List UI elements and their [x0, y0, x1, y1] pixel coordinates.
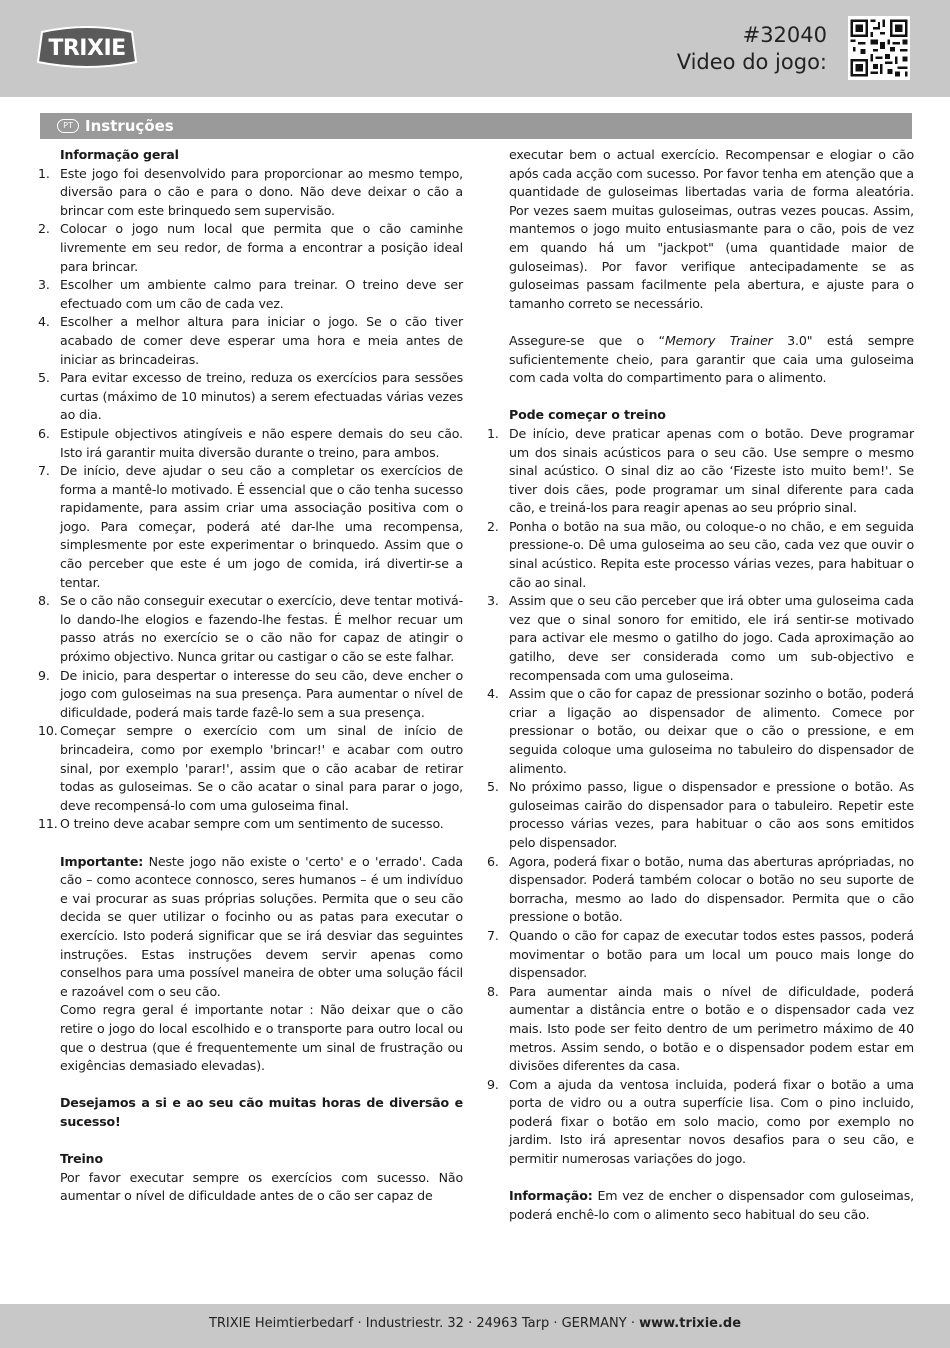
list-item [487, 685, 914, 778]
list-item [38, 165, 463, 221]
list-item-number: 1. [487, 425, 499, 441]
list-item-number: 6. [38, 425, 50, 441]
assure-text-end: 3.0" está sempre suficientemente cheio, para garantir que caia uma guloseima com cada volta do compartimento para o alimento. [509, 332, 915, 386]
list-item-number: 11. [38, 816, 58, 832]
list-item [38, 722, 463, 815]
product-name: Memory Trainer [664, 332, 773, 348]
list-item-text: Se o cão não conseguir executar o exercício, deve tentar motivá-lo dando-lhe elogios e fazendo-lhe festas. É melhor recuar um passo atrás no exercício se o cão não for capaz de atingir o próximo objectivo. Nunca gritar ou castigar o cão se este falhar. [60, 593, 463, 665]
brand-name: TRIXIE [48, 36, 126, 61]
left-column [38, 146, 463, 1206]
list-item-text: Começar sempre o exercício com um sinal de início de brincadeira, como por exemplo 'brincar!' e acabar com outro sinal, por exemplo 'parar!', assim que o cão acabar de retirar todas as guloseimas. Se o cão acatar o sinal para parar o jogo, deve recompensá-lo com uma guloseima final. [60, 723, 463, 813]
list-item [487, 853, 914, 927]
list-item [38, 667, 463, 723]
list-item-text: No próximo passo, ligue o dispensador e pressione o botão. As guloseimas cairão do dispensador para o tabuleiro. Repetir este processo várias vezes, para habituar o cão aos sons emitidos pelo dispensador. [509, 779, 914, 850]
list-item [487, 592, 914, 685]
list-item [38, 369, 463, 425]
rule-paragraph: Como regra geral é importante notar : Não deixar que o cão retire o jogo do local escolhido e o transporte para outro local ou que o destrua (que é frequentemente um sinal de frustração ou exigências demasiado elevadas). [60, 1002, 463, 1074]
list-item-number: 10. [38, 723, 58, 739]
important-label: Importante: [60, 853, 144, 869]
page-footer [0, 1304, 950, 1348]
list-item-text: De início, deve praticar apenas com o botão. Deve programar um dos sinais acústicos para o seu cão. Use sempre o mesmo sinal acústico. O sinal diz ao cão ‘Fizeste isto muito bem!'. Se tiver dois cães, pode programar um sinal diferente para cada cão, e treiná-los para reagir apenas ao seu próprio sinal. [509, 425, 914, 516]
product-info [677, 22, 827, 76]
list-item-text: Assim que o seu cão perceber que irá obter uma guloseima cada vez que o sinal sonoro for emitido, ele irá sentir-se motivado para activar ele mesmo o gatilho do jogo. Cada aproximação ao gatilho, deve ser considerada como um sub-objectivo e recompensada com uma guloseima. [509, 593, 914, 683]
info-paragraph [487, 1187, 914, 1224]
list-item-text: Quando o cão for capaz de executar todos estes passos, poderá movimentar o botão para um local um pouco mais longe do dispensador. [509, 927, 914, 981]
list-item-text: Ponha o botão na sua mão, ou coloque-o no chão, e em seguida pressione-o. Dê uma guloseima ao seu cão, cada vez que ouvir o sinal acústico. Repita este processo várias vezes, para habituar o cão ao sinal. [509, 518, 914, 590]
list-item-text: Colocar o jogo num local que permita que o cão caminhe livremente em seu redor, de forma a encontrar a posição ideal para brincar. [60, 221, 463, 274]
footer-company: TRIXIE Heimtierbedarf [208, 1316, 354, 1331]
footer-address-text: · Industriestr. 32 · 24963 Tarp · GERMANY · [353, 1316, 640, 1331]
list-item-number: 9. [487, 1076, 499, 1092]
list-item-number: 8. [487, 983, 499, 999]
list-item-text: De inicio, para despertar o interesse do seu cão, deve encher o jogo com guloseimas na sua presença. Para aumentar o nível de dificuldade, poderá mais tarde fazê-lo sem a sua presença. [60, 667, 463, 720]
training-heading: Treino [60, 1151, 103, 1167]
list-item-number: 1. [38, 165, 50, 181]
qr-code-icon[interactable] [848, 16, 910, 80]
list-item-number: 8. [38, 593, 50, 609]
list-item-number: 7. [38, 463, 50, 479]
section-header [40, 113, 912, 139]
footer-address [0, 1316, 950, 1331]
list-item-text: Para evitar excesso de treino, reduza os exercícios para sessões curtas (máximo de 10 minutos) a serem efectuadas várias vezes ao dia. [60, 370, 463, 423]
list-item [38, 220, 463, 276]
list-item-number: 5. [38, 370, 50, 386]
list-item [487, 1076, 914, 1169]
list-item-number: 9. [38, 667, 50, 683]
list-item [38, 425, 463, 462]
list-item [487, 518, 914, 592]
list-item-number: 4. [487, 686, 499, 702]
list-item-text: Este jogo foi desenvolvido para proporcionar ao mesmo tempo, diversão para o cão e para o dono. Não deve deixar o cão a brincar com este brinquedo sem supervisão. [60, 165, 463, 218]
page-header [0, 0, 950, 97]
assure-text-start: Assegure-se que o “ [509, 332, 665, 348]
training-paragraph: Por favor executar sempre os exercícios com sucesso. Não aumentar o nível de dificuldade antes de o cão ser capaz de [60, 1169, 463, 1204]
section-title: Instruções [85, 117, 174, 135]
list-item-number: 3. [38, 277, 50, 293]
list-item-text: Com a ajuda da ventosa incluida, poderá fixar o botão a uma porta de vidro ou a outra superfície lisa. Com o pino incluido, poderá fixar o botão em solo macio, como por exemplo no jardim. Isto irá apresentar novos desafios para o seu cão, e permitir numerosas variações do jogo. [509, 1076, 914, 1167]
list-item-text: Agora, poderá fixar o botão, numa das aberturas apróprіadas, no dispensador. Poderá também colocar o botão no seu suporte de borracha, mesmo ao lado do dispensador. Permita que o cão pressione o botão. [509, 853, 914, 925]
general-heading: Informação geral [60, 147, 179, 162]
list-item [487, 983, 914, 1076]
list-item-text: Escolher a melhor altura para iniciar o jogo. Se o cão tiver acabado de comer deve esperar uma hora e meia antes de iniciar as brincadeiras. [60, 314, 463, 367]
wish-paragraph: Desejamos a si e ao seu cão muitas horas de diversão e sucesso! [60, 1095, 463, 1129]
start-list [487, 425, 914, 1169]
list-item-number: 6. [487, 853, 499, 869]
video-label: Video do jogo: [676, 50, 827, 74]
list-item [487, 927, 914, 983]
list-item-number: 2. [487, 518, 499, 534]
footer-website-link[interactable]: www.trixie.de [639, 1316, 742, 1331]
list-item [38, 815, 463, 834]
trixie-logo [36, 24, 138, 70]
list-item-text: Escolher um ambiente calmo para treinar. O treino deve ser efectuado com um cão de cada vez. [60, 277, 463, 311]
list-item-number: 4. [38, 314, 50, 330]
info-label: Informação: [509, 1188, 593, 1204]
product-number: #32040 [742, 23, 827, 47]
list-item [38, 313, 463, 369]
list-item-text: De início, deve ajudar o seu cão a completar os exercícios de forma a mantê-lo motivado. É essencial que o cão tenha sucesso rapidamente, para assim criar uma associação positiva com o jogo. Para começar, poderá até dar-lhe uma recompensa, simplesmente por este experimentar o brinquedo. Assim que o cão perceber que este é um jogo de comida, irá divertir-se a tentar. [60, 463, 463, 590]
right-column [487, 146, 914, 1224]
general-list [38, 165, 463, 834]
training-continuation: executar bem o actual exercício. Recompensar e elogiar o cão após cada acção com sucesso. Por favor tenha em atenção que a quantidade de guloseimas libertadas varia de forma aleatória. Por vezes saem muitas guloseimas, outras vezes poucas. Assim, mantemos o jogo muito entusiasmante para o cão, pois de vez em quando há um "jackpot" (uma quantidade maior de guloseimas). Por favor verifique antecipadamente se as guloseimas passam facilmente pela abertura, e ajuste para o tamanho correto se necessário. [509, 147, 914, 311]
list-item-text: Estipule objectivos atingíveis e não espere demais do seu cão. Isto irá garantir muita diversão durante o treino, para ambos. [60, 425, 463, 460]
important-paragraph [38, 853, 463, 1002]
assure-paragraph [487, 332, 914, 388]
info-text: Em vez de encher o dispensador com guloseimas, poderá enchê-lo com o alimento seco habitual do seu cão. [509, 1188, 914, 1222]
list-item-number: 3. [487, 593, 499, 609]
list-item [487, 778, 914, 852]
language-badge: PT [57, 119, 79, 133]
list-item-text: Assim que o cão for capaz de pressionar sozinho o botão, poderá criar a ligação ao dispensador de alimento. Comece por pressionar o botão, ou deixar que o cão o pressione, e em seguida coloque uma guloseima no tabuleiro do dispensador de alimento. [509, 686, 914, 776]
list-item-number: 5. [487, 779, 499, 795]
list-item [38, 462, 463, 592]
list-item-text: Para aumentar ainda mais o nível de dificuldade, poderá aumentar a distância entre o botão e o dispensador cada vez mais. Isto pode ser feito dentro de um perimetro máximo de 40 metros. Assim sendo, o botão e o dispensador podem estar em divisões diferentes da casa. [509, 983, 914, 1074]
list-item [38, 592, 463, 666]
list-item [38, 276, 463, 313]
list-item [487, 425, 914, 518]
list-item-text: O treino deve acabar sempre com um sentimento de sucesso. [60, 816, 444, 832]
important-text: Neste jogo não existe o 'certo' e o 'errado'. Cada cão – como acontece connosco, seres humanos – é um indivíduo e vai procurar as suas próprias soluções. Permita que o seu cão decida se quer utilizar o focinho ou as patas para executar o exercício. Isto poderá significar que se irá desviar das seguintes instruções. Estas instruções devem servir apenas como conselhos para uma possível maneira de obter uma solução fácil e razoável com o seu cão. [60, 853, 463, 999]
list-item-number: 7. [487, 927, 499, 943]
list-item-number: 2. [38, 221, 50, 237]
start-heading: Pode começar o treino [509, 407, 666, 423]
